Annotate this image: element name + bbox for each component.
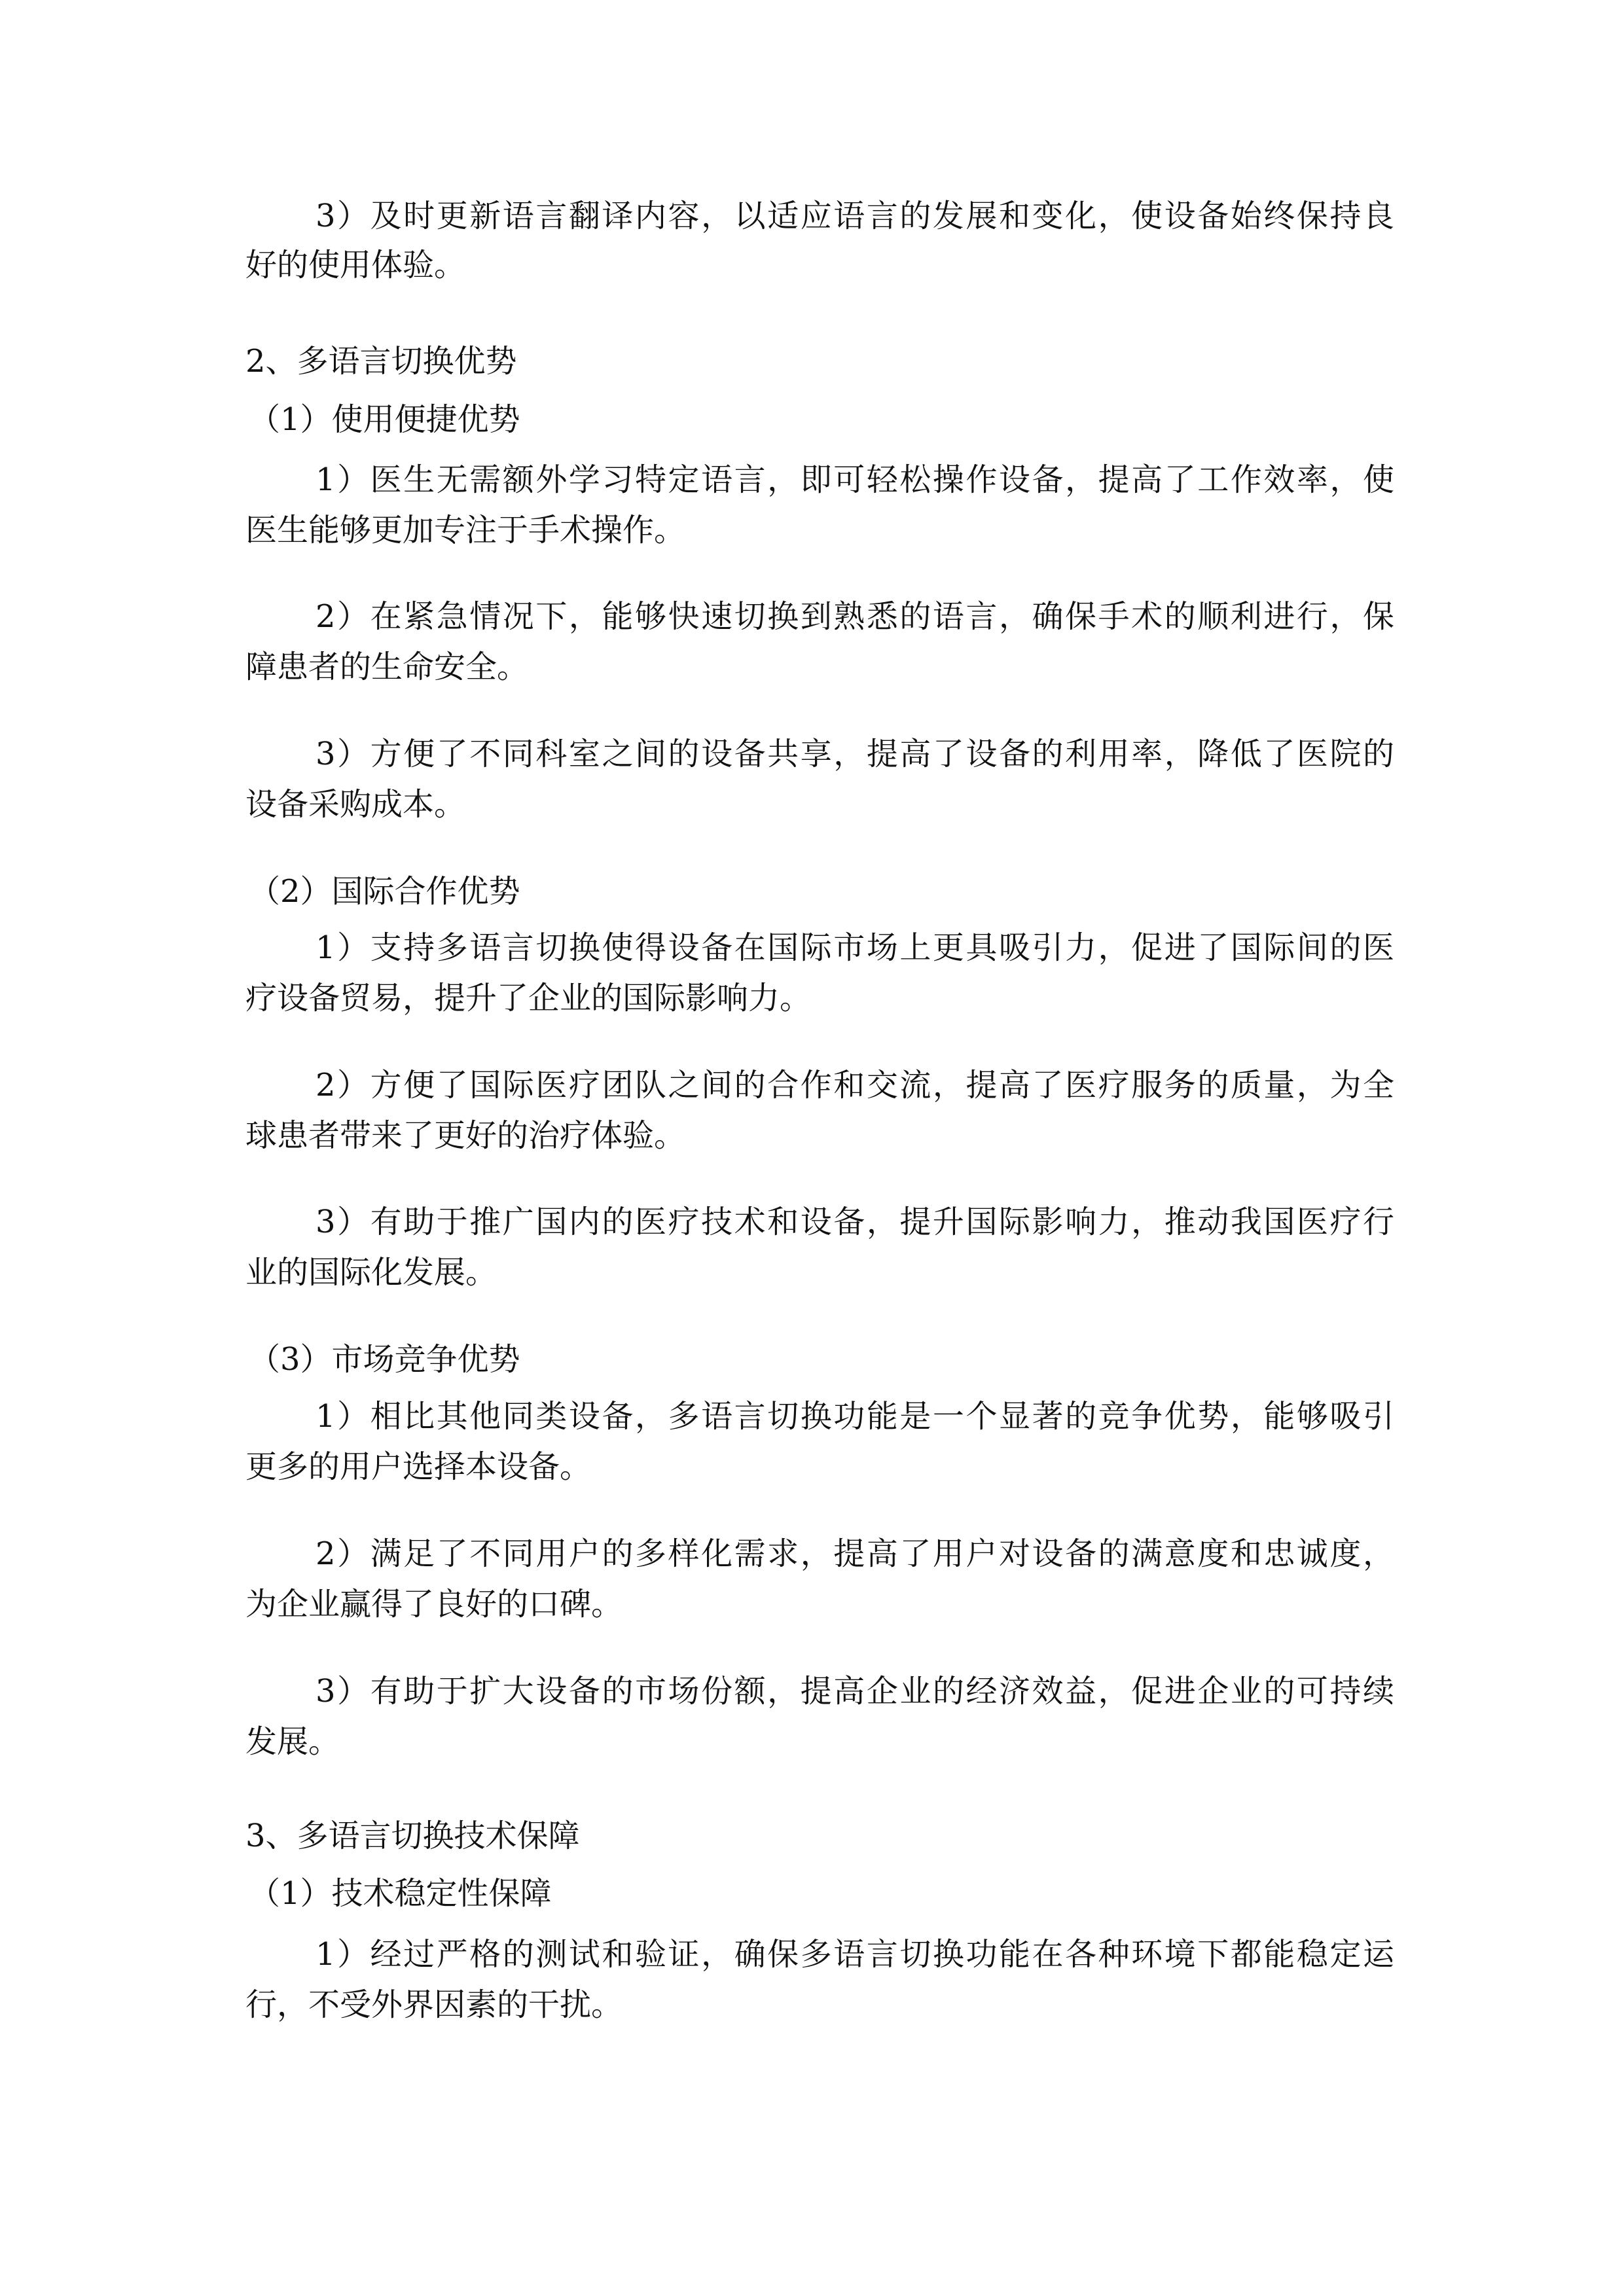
paragraph-line: 1）医生无需额外学习特定语言，即可轻松操作设备，提高了工作效率，使 — [316, 461, 1394, 498]
paragraph-line: 疗设备贸易，提升了企业的国际影响力。 — [245, 980, 812, 1016]
paragraph-line: 2）满足了不同用户的多样化需求，提高了用户对设备的满意度和忠诚度， — [316, 1535, 1394, 1572]
paragraph-line: 更多的用户选择本设备。 — [245, 1448, 592, 1485]
paragraph-line: 发展。 — [245, 1723, 340, 1760]
paragraph-line: 行，不受外界因素的干扰。 — [245, 1986, 623, 2023]
subsection-heading: （1）使用便捷优势 — [249, 401, 520, 438]
paragraph-line: 球患者带来了更好的治疗体验。 — [245, 1117, 686, 1154]
paragraph-line: 设备采购成本。 — [245, 786, 466, 823]
section-heading: 2、多语言切换优势 — [245, 343, 517, 380]
paragraph-line: 医生能够更加专注于手术操作。 — [245, 512, 686, 548]
paragraph-line: 2）在紧急情况下，能够快速切换到熟悉的语言，确保手术的顺利进行，保 — [316, 598, 1394, 635]
paragraph-line: 2）方便了国际医疗团队之间的合作和交流，提高了医疗服务的质量，为全 — [316, 1067, 1394, 1103]
subsection-heading: （2）国际合作优势 — [249, 873, 520, 910]
section-heading: 3、多语言切换技术保障 — [245, 1818, 580, 1854]
paragraph-line: 为企业赢得了良好的口碑。 — [245, 1586, 623, 1623]
paragraph-line: 3）有助于推广国内的医疗技术和设备，提升国际影响力，推动我国医疗行 — [316, 1204, 1394, 1240]
paragraph-line: 1）经过严格的测试和验证，确保多语言切换功能在各种环境下都能稳定运 — [316, 1936, 1394, 1973]
subsection-heading: （3）市场竞争优势 — [249, 1341, 520, 1378]
paragraph-line: 业的国际化发展。 — [245, 1254, 497, 1291]
paragraph-line: 好的使用体验。 — [245, 247, 466, 283]
paragraph-line: 1）支持多语言切换使得设备在国际市场上更具吸引力，促进了国际间的医 — [316, 929, 1394, 966]
paragraph-line: 1）相比其他同类设备，多语言切换功能是一个显著的竞争优势，能够吸引 — [316, 1398, 1394, 1435]
paragraph-line: 3）及时更新语言翻译内容，以适应语言的发展和变化，使设备始终保持良 — [316, 198, 1394, 234]
paragraph-line: 障患者的生命安全。 — [245, 649, 529, 685]
paragraph-line: 3）方便了不同科室之间的设备共享，提高了设备的利用率，降低了医院的 — [316, 736, 1394, 772]
subsection-heading: （1）技术稳定性保障 — [249, 1875, 552, 1912]
paragraph-line: 3）有助于扩大设备的市场份额，提高企业的经济效益，促进企业的可持续 — [316, 1673, 1394, 1710]
